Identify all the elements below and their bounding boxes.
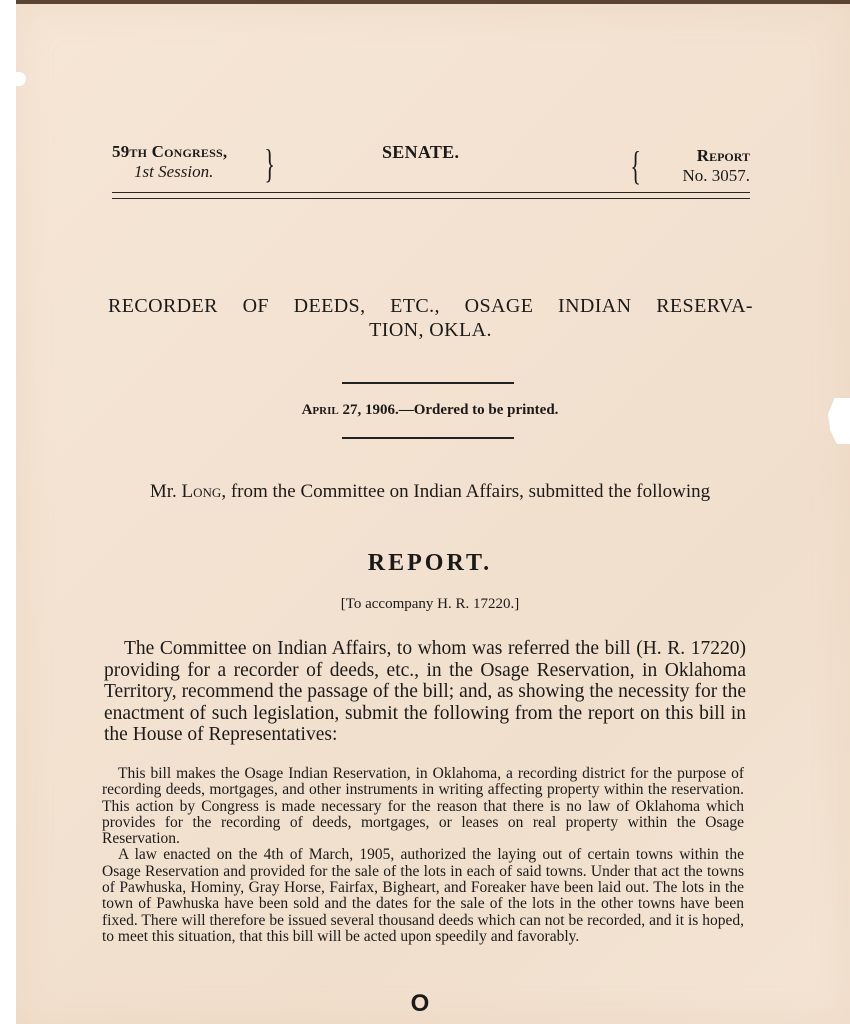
printed-date-line: [100, 402, 760, 419]
divider-rule: [342, 437, 514, 439]
submitted-by-line: [110, 480, 750, 503]
accompany-note: [To accompany H. R. 17220.]: [340, 596, 520, 612]
report-heading: REPORT.: [367, 550, 493, 576]
title-line-2: TION, OKLA.: [369, 319, 492, 341]
committee-paragraph: The Committee on Indian Affairs, to whom was referred the bill (H. R. 17220) providing for a recorder of deeds, etc., in the Osage Reservation, in Oklahoma Territory, recommend the passage of the bill; and, as showing the necessity for the enactment of such legislation, submit the following from the report on this bill in the House of Representatives:: [104, 638, 746, 745]
brace-left-curly: {: [630, 143, 641, 188]
senator-name: Long: [181, 481, 222, 502]
congress-session-block: [112, 142, 227, 182]
quoted-house-report: [102, 766, 744, 945]
submitted-text: , from the Committee on Indian Affairs, submitted the following: [221, 481, 711, 502]
document-header: [112, 142, 752, 192]
chamber-label: SENATE.: [382, 142, 460, 162]
report-number: No. 3057.: [682, 166, 750, 185]
printed-month: April: [301, 402, 339, 418]
printed-text: 27, 1906.—Ordered to be printed.: [338, 402, 559, 418]
report-label: Report: [696, 146, 750, 165]
session-label: 1st Session.: [134, 162, 214, 181]
congress-label: 59th Congress,: [112, 142, 228, 161]
report-number-block: [664, 146, 750, 186]
quoted-paragraph-2: A law enacted on the 4th of March, 1905, authorized the laying out of certain towns within the Osage Reservation and provided for the sale of the lots in each of said towns. Under that act the towns of Pawhuska, Hominy, Gray Horse, Fairfax, Bigheart, and Foreaker have been laid out. The lots in the town of Pawhuska have been sold and the dates for the sale of the lots in the other towns have been fixed. There will therefore be issued several thousand deeds which can not be recorded, and it is hoped, to meet this situation, that this bill will be acted upon speedily and favorably.: [102, 846, 744, 945]
brace-right-curly: }: [264, 141, 275, 186]
divider-rule: [342, 382, 514, 384]
title-line-1: RECORDER OF DEEDS, ETC., OSAGE INDIAN RESERVA-: [108, 295, 753, 317]
end-mark: O: [410, 990, 430, 1017]
quoted-paragraph-1: This bill makes the Osage Indian Reservation, in Oklahoma, a recording district for the purpose of recording deeds, mortgages, and other instruments in writing affecting property within the reservation. This action by Congress is made necessary for the reason that there is no law of Oklahoma which provides for the recording of deeds, mortgages, or leases on real property within the Osage Reservation.: [102, 765, 744, 848]
header-double-rule: [112, 192, 750, 199]
document-title: [108, 294, 753, 342]
submitted-prefix: Mr.: [149, 481, 182, 502]
